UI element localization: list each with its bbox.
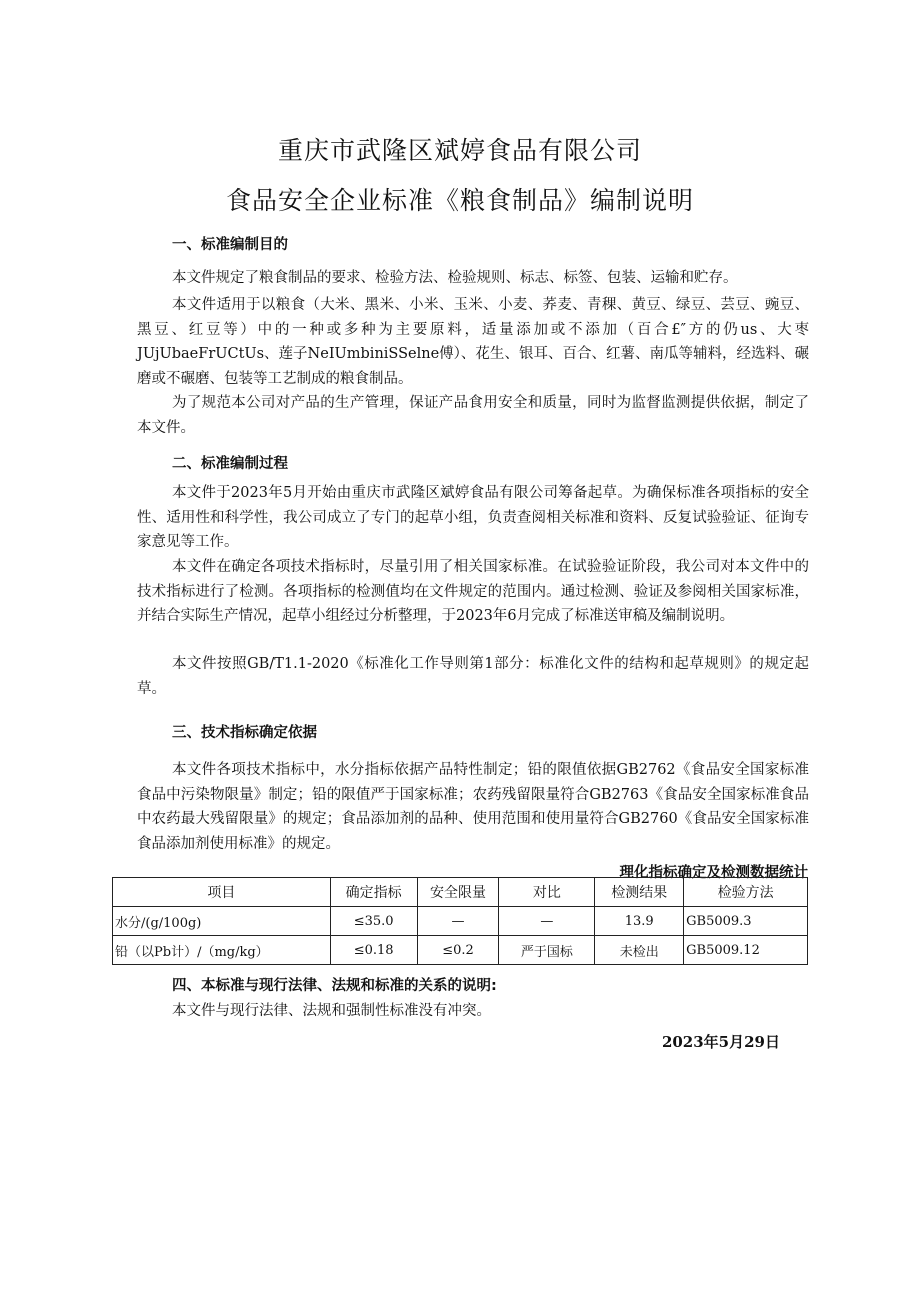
table-cell: — [417,907,499,936]
document-date: 2023年5月29日 [661,1033,780,1051]
section1-paragraph-2: 本文件适用于以粮食（大米、黑米、小米、玉米、小麦、荞麦、青稞、黄豆、绿豆、芸豆、豌豆、黑豆、红豆等）中的一种或多种为主要原料，适量添加或不添加（百合£″方的仍us、大枣JUjUbaeFrUCtUs、莲子NeIUmbiniSSelne傅）、花生、银耳、百合、红薯、南瓜等辅料，经选料、碾磨或不碾磨、包装等工艺制成的粮食制品。 [137,297,809,387]
table-cell: 严于国标 [499,936,595,965]
section2-heading: 二、标准编制过程 [172,456,288,472]
table-cell: 水分/(g/100g) [113,907,331,936]
table-cell: GB5009.12 [684,936,808,965]
section4-paragraph-1: 本文件与现行法律、法规和强制性标准没有冲突。 [172,1003,491,1019]
company-title: 重庆市武隆区斌婷食品有限公司 [277,136,642,165]
table-cell: ≤0.18 [330,936,417,965]
table-cell: ≤0.2 [417,936,499,965]
table-row [113,907,808,936]
table-header-row [113,878,808,907]
section4-heading: 四、本标准与现行法律、法规和标准的关系的说明: [172,978,497,994]
section1-paragraph-3: 为了规范本公司对产品的生产管理，保证产品食用安全和质量，同时为监督监测提供依据，制定了本文件。 [137,395,809,436]
inspection-data-table [112,877,808,965]
table-cell: GB5009.3 [684,907,808,936]
document-title: 食品安全企业标准《粮食制品》编制说明 [225,186,694,215]
table-cell: 13.9 [595,907,684,936]
section2-paragraph-1: 本文件于2023年5月开始由重庆市武隆区斌婷食品有限公司筹备起草。为确保标准各项指标的安全性、适用性和科学性，我公司成立了专门的起草小组，负责查阅相关标准和资料、反复试验验证、征询专家意见等工作。 [137,485,809,550]
section3-paragraph-1: 本文件各项技术指标中，水分指标依据产品特性制定；铅的限值依据GB2762《食品安全国家标准食品中污染物限量》制定；铅的限值严于国家标准；农药残留限量符合GB2763《食品安全国家标准食品中农药最大残留限量》的规定；食品添加剂的品种、使用范围和使用量符合GB2760《食品安全国家标准食品添加剂使用标准》的规定。 [137,762,809,852]
table-cell: 铅（以Pb计）/（mg/kg） [113,936,331,965]
table-cell: ≤35.0 [330,907,417,936]
table-cell: 未检出 [595,936,684,965]
section3-heading: 三、技术指标确定依据 [172,725,317,741]
table-row [113,936,808,965]
table-header-cell: 安全限量 [417,878,499,907]
table-header-cell: 项目 [113,878,331,907]
table-header-cell: 对比 [499,878,595,907]
table-header-cell: 检验方法 [684,878,808,907]
section1-paragraph-1: 本文件规定了粮食制品的要求、检验方法、检验规则、标志、标签、包装、运输和贮存。 [172,270,738,286]
section1-heading: 一、标准编制目的 [172,237,288,253]
table-header-cell: 检测结果 [595,878,684,907]
section2-paragraph-3: 本文件按照GB/T1.1-2020《标准化工作导则第1部分：标准化文件的结构和起草规则》的规定起草。 [137,656,809,697]
table-caption: 理化指标确定及检测数据统计 [619,865,808,881]
table-cell: — [499,907,595,936]
table-header-cell: 确定指标 [330,878,417,907]
section2-paragraph-2: 本文件在确定各项技术指标时，尽量引用了相关国家标准。在试验验证阶段，我公司对本文件中的技术指标进行了检测。各项指标的检测值均在文件规定的范围内。通过检测、验证及参阅相关国家标准，并结合实际生产情况，起草小组经过分析整理，于2023年6月完成了标准送审稿及编制说明。 [137,559,809,624]
